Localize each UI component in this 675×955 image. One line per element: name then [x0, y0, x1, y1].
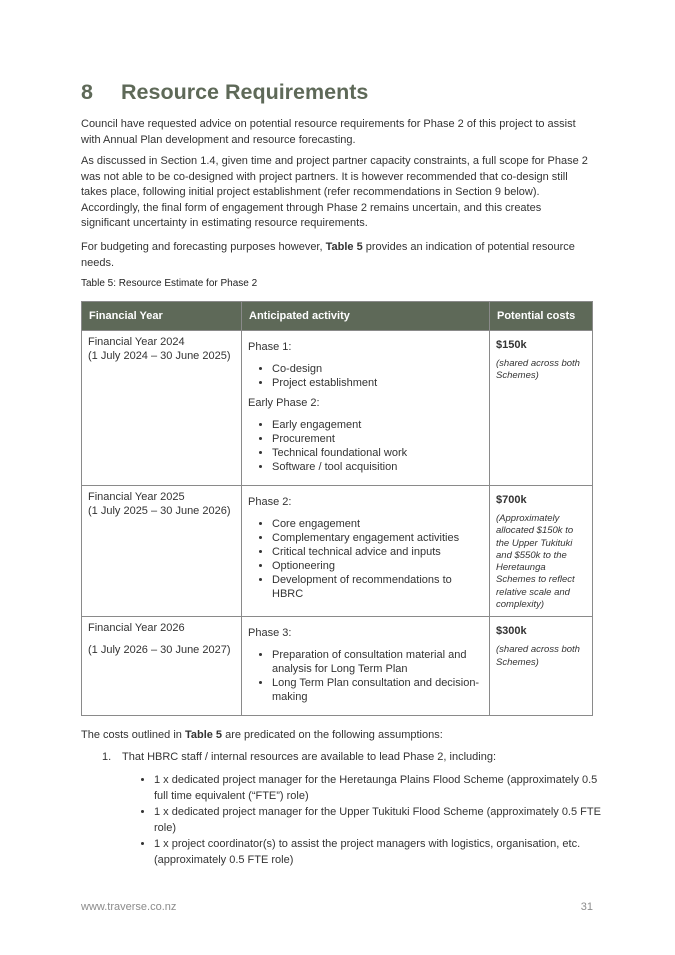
table-reference: Table 5 — [184, 729, 223, 741]
activity-list — [248, 418, 483, 474]
staff-list — [132, 772, 614, 868]
phase-label: Phase 2: — [248, 496, 292, 508]
cell-financial-year — [82, 331, 242, 486]
list-item: • Procurement — [272, 432, 483, 446]
year-label: Financial Year 2025 — [88, 491, 185, 503]
list-item: • Co-design — [272, 362, 483, 376]
table-row — [82, 617, 593, 716]
list-item: • Technical foundational work — [272, 446, 483, 460]
paragraph-budgeting-post: provides an indication of potential resource needs. — [81, 241, 575, 269]
cell-cost — [490, 486, 593, 617]
header-financial-year: Financial Year — [82, 302, 242, 331]
table-header-row — [82, 302, 593, 331]
cell-activity — [242, 486, 490, 617]
section-title: Resource Requirements — [121, 80, 369, 104]
assumption-item — [102, 751, 582, 763]
list-item: • 1 x project coordinator(s) to assist the project managers with logistics, organisation, etc. (approximately 0.5 FTE role) — [154, 836, 614, 868]
header-potential-costs: Potential costs — [490, 302, 593, 331]
cost-value: $300k — [496, 625, 527, 638]
cell-cost — [490, 617, 593, 716]
paragraph-intro: Council have requested advice on potential resource requirements for Phase 2 of this project to assist with Annual Plan development and resource forecasting. — [81, 118, 576, 146]
paragraph-budgeting-pre: For budgeting and forecasting purposes however, — [81, 241, 326, 253]
list-item: • Early engagement — [272, 418, 483, 432]
section-heading — [81, 80, 368, 105]
paragraph-context: As discussed in Section 1.4, given time and project partner capacity constraints, a full scope for Phase 2 was not able to be co-designed with project partners. It is however recommended that co-design still takes place, following initial project establishment (refer recommendations in Section 9 below). Accordingly, the final form of engagement through Phase 2 remains uncertain, and this creates significant uncertainty in estimating resource requirements. — [81, 155, 588, 229]
cost-note: (shared across both Schemes) — [496, 358, 580, 382]
section-number: 8 — [81, 80, 93, 104]
cell-financial-year — [82, 486, 242, 617]
list-item: • Complementary engagement activities — [272, 531, 483, 545]
cell-financial-year — [82, 617, 242, 716]
list-item: • 1 x dedicated project manager for the Upper Tukituki Flood Scheme (approximately 0.5 FTE role) — [154, 804, 614, 836]
cost-note: (shared across both Schemes) — [496, 644, 580, 668]
header-anticipated-activity: Anticipated activity — [242, 302, 490, 331]
list-item: • Software / tool acquisition — [272, 460, 483, 474]
table-reference: Table 5 — [325, 241, 363, 253]
assumptions-intro-post: are predicated on the following assumptions: — [222, 729, 443, 741]
page-number: 31 — [580, 901, 593, 913]
resource-estimate-table — [81, 301, 593, 716]
year-label: Financial Year 2024 — [88, 336, 185, 348]
assumption-text: That HBRC staff / internal resources are available to lead Phase 2, including: — [122, 751, 496, 763]
footer-website: www.traverse.co.nz — [81, 901, 177, 913]
list-item: • 1 x dedicated project manager for the Heretaunga Plains Flood Scheme (approximately 0.5 full time equivalent (“FTE”) role) — [154, 772, 614, 804]
activity-list — [248, 362, 483, 390]
list-item: • Long Term Plan consultation and decision-making — [272, 676, 483, 704]
year-dates: (1 July 2026 – 30 June 2027) — [88, 644, 231, 657]
cost-value: $150k — [496, 339, 527, 351]
year-label: Financial Year 2026 — [88, 622, 185, 635]
table-row — [82, 486, 593, 617]
cell-cost — [490, 331, 593, 486]
phase-label: Phase 1: — [248, 341, 292, 353]
list-item: • Project establishment — [272, 376, 483, 390]
activity-list — [248, 648, 483, 704]
list-item: • Critical technical advice and inputs — [272, 545, 483, 559]
cell-activity — [242, 617, 490, 716]
paragraph-budgeting — [81, 240, 591, 271]
cost-value: $700k — [496, 494, 527, 506]
table-caption: Table 5: Resource Estimate for Phase 2 — [81, 278, 258, 289]
phase-label: Early Phase 2: — [248, 397, 320, 409]
list-item: • Development of recommendations to HBRC — [272, 573, 483, 601]
assumption-number: 1. — [102, 751, 112, 763]
list-item: • Optioneering — [272, 559, 483, 573]
assumptions-intro-pre: The costs outlined in — [81, 729, 185, 741]
list-item: • Core engagement — [272, 517, 483, 531]
assumptions-intro — [81, 729, 443, 741]
year-dates: (1 July 2024 – 30 June 2025) — [88, 350, 231, 362]
activity-list — [248, 517, 483, 601]
phase-label: Phase 3: — [248, 627, 292, 640]
cost-note: (Approximately allocated $150k to the Upper Tukituki and $550k to the Heretaunga Schemes to reflect relative scale and complexity) — [496, 513, 575, 611]
list-item: • Preparation of consultation material and analysis for Long Term Plan — [272, 648, 483, 676]
table-row — [82, 331, 593, 486]
year-dates: (1 July 2025 – 30 June 2026) — [88, 505, 231, 517]
cell-activity — [242, 331, 490, 486]
